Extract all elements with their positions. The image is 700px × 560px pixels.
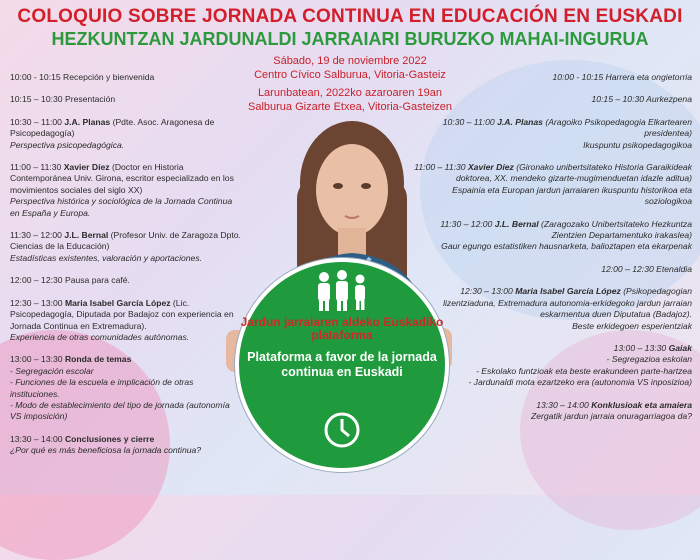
place-eu: Salburua Gizarte Etxea, Vitoria-Gasteizen	[247, 101, 452, 113]
program-eu-item-2: 10:15 – 10:30 Aurkezpena	[591, 94, 692, 105]
program-eu-item-4: 11:00 – 11:30 Xavier Díez (Gironako unibertsitateko Historia Garaikideak doktorea, XX. mendeko gizarte-mugimenduetan idazle aditua) Espainia eta Europan jardun jarraiaren ikuspuntu historikoa eta soziologikoa	[414, 162, 692, 207]
title-es: COLOQUIO SOBRE JORNADA CONTINUA EN EDUCACIÓN EN EUSKADI	[17, 6, 683, 27]
program-eu	[408, 72, 692, 433]
program-es-item-7: 12:30 – 13:00 Maria Isabel García López (Lic. Psicopedagogía, Diputada por Badajoz con experiencia en Jornada Continua en Extremadura). Experiencia de otras comunidades autónomas.	[10, 297, 234, 342]
sign-text-es: Plataforma a favor de la jornada continua en Euskadi	[247, 350, 437, 379]
program-es-item-3: 10:30 – 11:00 J.A. Planas (Pdte. Asoc. Aragonesa de Psicopedagogía) Perspectiva psicopedagógica.	[10, 116, 215, 150]
program-es-item-9: 13:30 – 14:00 Conclusiones y cierre ¿Por qué es más beneficiosa la jornada continua?	[10, 433, 202, 456]
program-eu-item-6: 12:00 – 12:30 Etenaldia	[601, 263, 692, 274]
program-eu-item-8: 13:00 – 13:30 Gaiak - Segregazioa eskolan - Eskolako funtzioak eta beste erakundeen parte-hartzea - Jardunaldi mota ezartzeko era (autonomia VS inposizioa)	[468, 342, 692, 388]
program-es	[10, 72, 242, 468]
clock-icon	[322, 410, 362, 450]
program-es-item-2: 10:15 – 10:30 Presentación	[10, 94, 116, 105]
program-eu-item-3: 10:30 – 11:00 J.A. Planas (Aragoiko Psikopedagogia Elkartearen presidentea) Ikuspuntu psikopedagogikoa	[442, 116, 692, 150]
program-eu-item-9: 13:30 – 14:00 Konklusioak eta amaiera Zergatik jardun jarraia onuragarriagoa da?	[531, 399, 692, 421]
program-eu-item-1: 10:00 - 10:15 Harrera eta ongietorria	[552, 72, 692, 82]
program-es-item-5: 11:30 – 12:00 J.L. Bernal (Profesor Univ. de Zaragoza Dpto. Ciencias de la Educación) Estadísticas existentes, valoración y aportaciones.	[10, 230, 241, 263]
date-eu: Larunbatean, 2022ko azaroaren 19an	[257, 87, 443, 99]
program-eu-item-7: 12:30 – 13:00 Maria Isabel García López (Psikopedagogian lizentziaduna, Extremadura autonomia-erkidegoko jardun jarraian eskarmentua duen Diputatua (Badajoz). Beste erkidegoen esperientziak	[443, 286, 692, 331]
program-es-item-4: 11:00 – 11:30 Xavier Díez (Doctor en Historia Contemporánea Univ. Girona, escritor especializado en los movimientos sociales del siglo XX) Perspectiva histórica y sociológica de la Jornada Continua en España y Europa.	[10, 162, 234, 218]
sign-text-eu: Jardun jarraiaren aldeko Euskadiko plataforma	[240, 315, 444, 342]
family-icon	[302, 270, 382, 312]
program-es-item-8: 13:00 – 13:30 Ronda de temas - Segregación escolar - Funciones de la escuela e implicación de otras instituciones. - Modo de establecimiento del tipo de jornada (autonomía VS imposición)	[10, 354, 230, 422]
title-eu: HEZKUNTZAN JARDUNALDI JARRAIARI BURUZKO MAHAI-INGURUA	[51, 29, 649, 49]
date-es: Sábado, 19 de noviembre 2022	[273, 55, 427, 67]
place-es: Centro Cívico Salburua, Vitoria-Gasteiz	[254, 69, 446, 81]
program-es-item-6: 12:00 – 12:30 Pausa para café.	[10, 275, 130, 286]
program-es-item-1: 10:00 - 10:15 Recepción y bienvenida	[10, 72, 155, 82]
program-eu-item-5: 11:30 – 12:00 J.L. Bernal (Zaragozako Unibertsitateko Hezkuntza Zientzien Departamentuko irakaslea) Gaur egungo estatistiken hausnarketa, balioztapen eta ekarpenak	[440, 218, 692, 252]
